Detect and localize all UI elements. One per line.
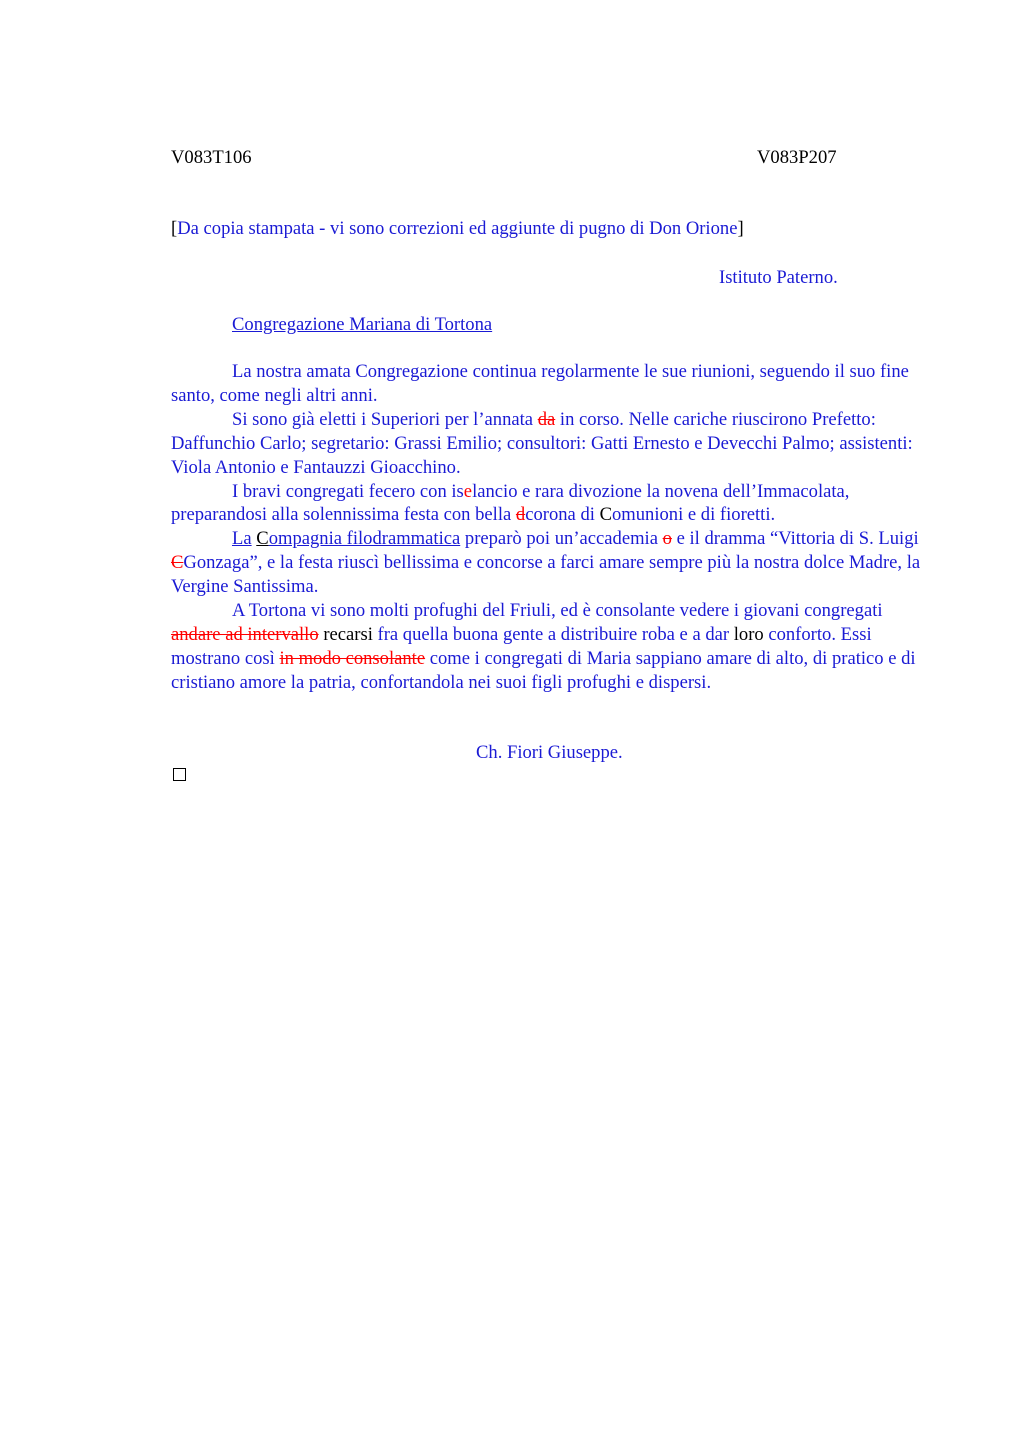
paragraph-1: La nostra amata Congregazione continua regolarmente le sue riunioni, seguendo il suo fine santo, come negli altri anni. bbox=[171, 361, 909, 406]
correction: C bbox=[599, 504, 612, 526]
deletion: da bbox=[537, 408, 556, 430]
correction: C bbox=[256, 528, 269, 550]
bracket-open: [ bbox=[171, 218, 178, 239]
signature: Ch. Fiori Giuseppe. bbox=[476, 742, 623, 763]
paragraph-4: La Compagnia filodrammatica preparò poi un’accademia o e il dramma “Vittoria di S. Luigi CGonzaga”, e la festa riuscì bellissima e concorse a farci amare sempre più la nostra dolce Madre, la Vergine Santissima. bbox=[171, 528, 921, 598]
document-code-right: V083P207 bbox=[757, 147, 837, 168]
correction: recarsi bbox=[323, 623, 373, 645]
deletion: andare ad intervallo bbox=[171, 623, 319, 645]
source-note bbox=[171, 217, 744, 241]
paragraph-2: Si sono già eletti i Superiori per l’annata da in corso. Nelle cariche riuscirono Prefetto: Daffunchio Carlo; segretario: Grassi Emilio; consultori: Gatti Ernesto e Devecchi Palmo; assistenti: Viola Antonio e Fantauzzi Gioacchino. bbox=[171, 408, 913, 478]
deletion: d bbox=[515, 504, 526, 526]
article-body bbox=[171, 360, 927, 695]
end-marker-box bbox=[173, 768, 186, 781]
source-note-text: Da copia stampata - vi sono correzioni ed aggiunte di pugno di Don Orione bbox=[177, 218, 738, 239]
article-title: Congregazione Mariana di Tortona bbox=[232, 314, 493, 335]
insertion: e bbox=[463, 480, 473, 502]
paragraph-5: A Tortona vi sono molti profughi del Friuli, ed è consolante vedere i giovani congregati andare ad intervallo recarsi fra quella buona gente a distribuire roba e a dar loro conforto. Essi mostrano così in modo consolante come i congregati di Maria sappiano amare di alto, di pratico e di cristiano amore la patria, confortandola nei suoi figli profughi e dispersi. bbox=[171, 600, 916, 693]
institute-name: Istituto Paterno. bbox=[719, 267, 838, 288]
bracket-close: ] bbox=[737, 218, 744, 239]
document-code-left: V083T106 bbox=[171, 147, 252, 168]
paragraph-3: I bravi congregati fecero con iselancio e rara divozione la novena dell’Immacolata, preparandosi alla solennissima festa con bella dcorona di Comunioni e di fioretti. bbox=[171, 480, 850, 526]
deletion: o bbox=[662, 528, 672, 550]
deletion: C bbox=[171, 552, 184, 574]
correction: loro bbox=[733, 623, 764, 645]
deletion: in modo consolante bbox=[279, 647, 426, 669]
